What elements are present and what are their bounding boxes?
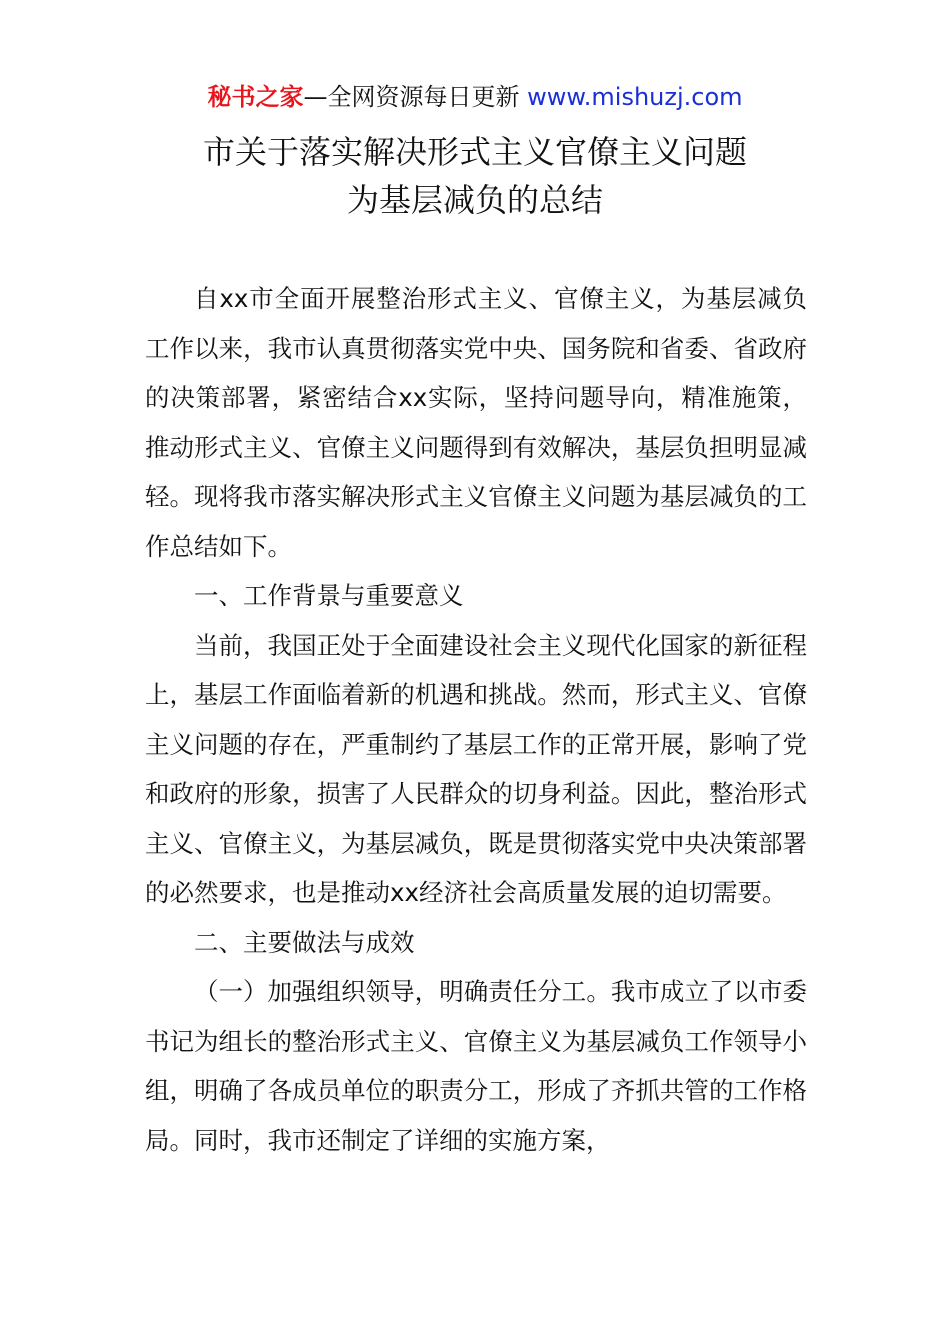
title-line-2: 为基层减负的总结 — [346, 181, 603, 219]
site-header — [0, 80, 950, 114]
site-url-link[interactable]: www.mishuzj.com — [527, 83, 743, 111]
document-title — [0, 128, 950, 224]
paragraph-background: 当前，我国正处于全面建设社会主义现代化国家的新征程上，基层工作面临着新的机遇和挑战。然而，形式主义、官僚主义问题的存在，严重制约了基层工作的正常开展，影响了党和政府的形象，损害了人民群众的切身利益。因此，整治形式主义、官僚主义，为基层减负，既是贯彻落实党中央决策部署的必然要求，也是推动xx经济社会高质量发展的迫切需要。 — [145, 630, 807, 907]
paragraph-intro: 自xx市全面开展整治形式主义、官僚主义，为基层减负工作以来，我市认真贯彻落实党中央、国务院和省委、省政府的决策部署，紧密结合xx实际，坚持问题导向，精准施策，推动形式主义、官僚主义问题得到有效解决，基层负担明显减轻。现将我市落实解决形式主义官僚主义问题为基层减负的工作总结如下。 — [145, 284, 807, 561]
section-heading-2: 二、主要做法与成效 — [194, 927, 415, 957]
document-body — [145, 274, 807, 1165]
title-line-1: 市关于落实解决形式主义官僚主义问题 — [202, 133, 747, 171]
paragraph-organization: （一）加强组织领导，明确责任分工。我市成立了以市委书记为组长的整治形式主义、官僚主义为基层减负工作领导小组，明确了各成员单位的职责分工，形成了齐抓共管的工作格局。同时，我市还制定了详细的实施方案， — [145, 977, 807, 1155]
section-heading-1: 一、工作背景与重要意义 — [194, 581, 464, 610]
brand-name: 秘书之家 — [207, 83, 304, 111]
header-slogan: —全网资源每日更新 — [303, 83, 528, 111]
